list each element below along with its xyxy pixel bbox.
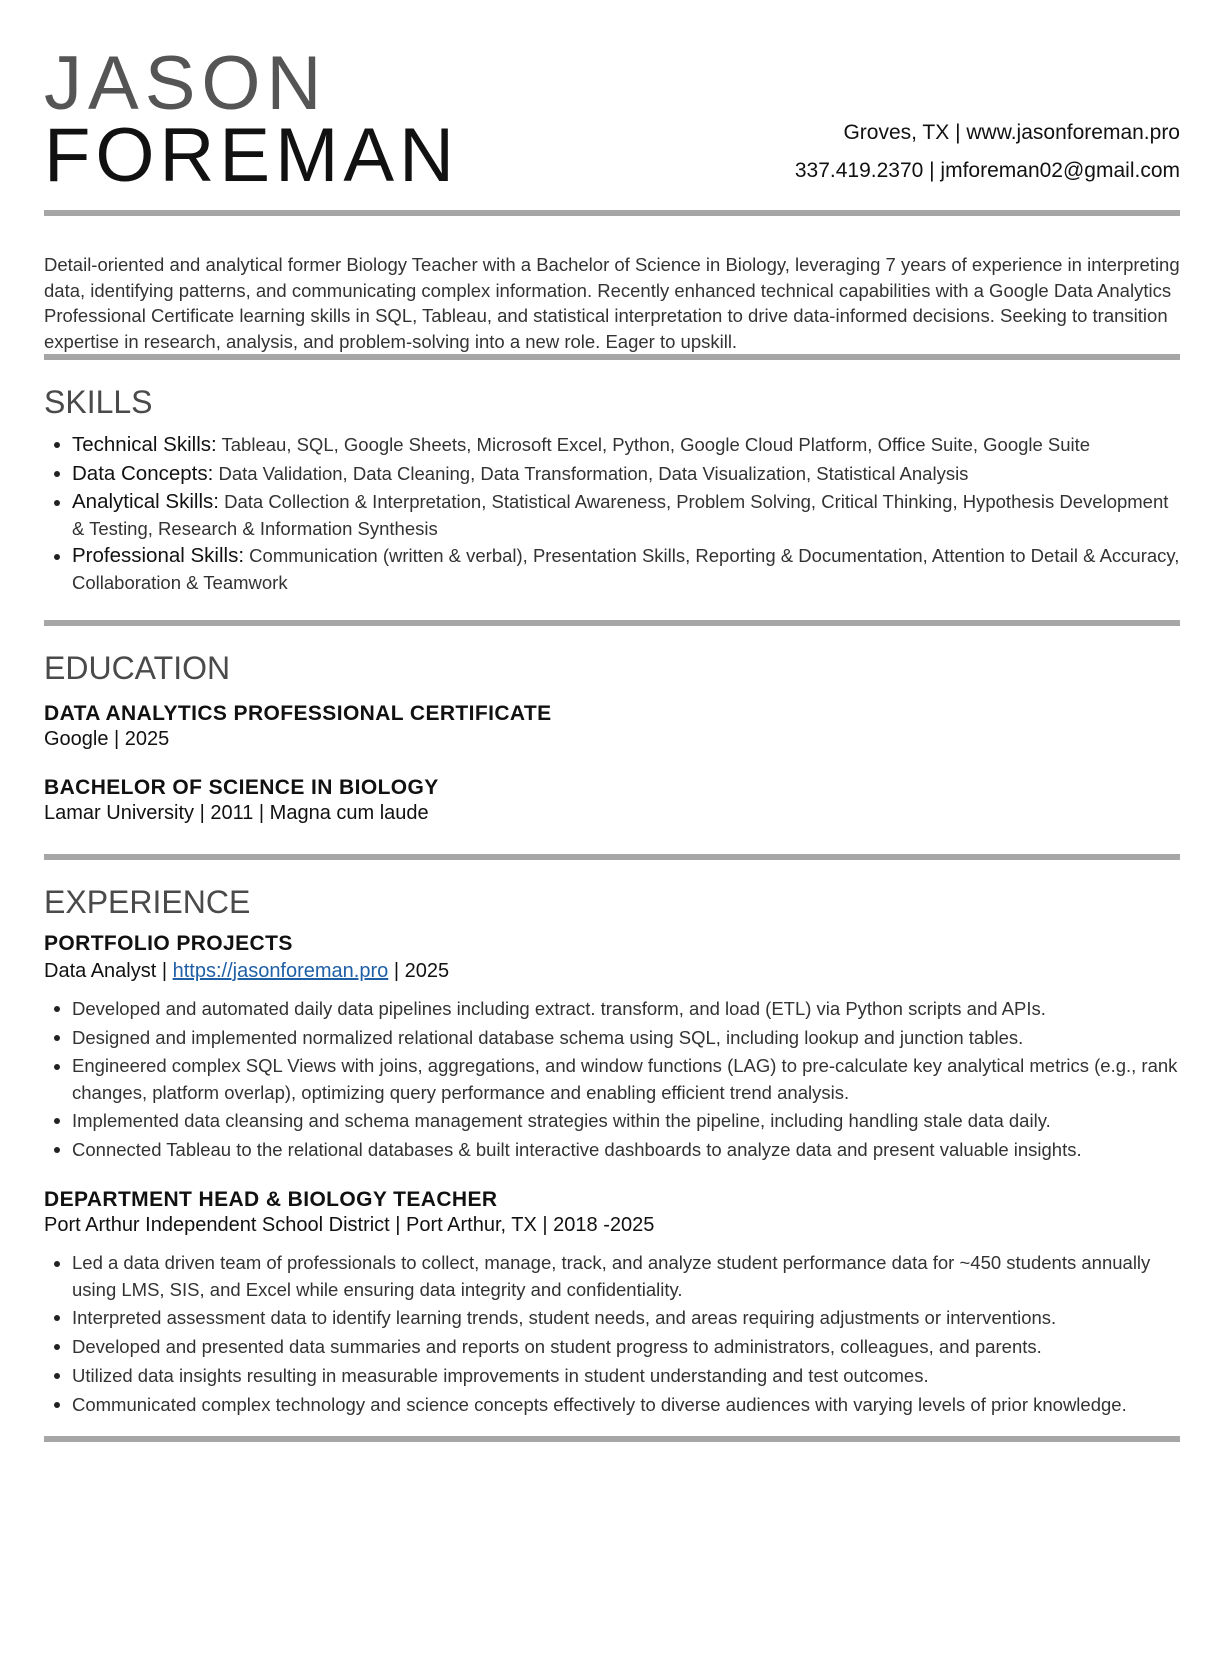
contact-block (795, 120, 1180, 196)
resume-page (44, 0, 1180, 1664)
education-detail: Google | 2025 (44, 728, 170, 750)
job-bullet: Engineered complex SQL Views with joins, aggregations, and window functions (LAG) to pre-calculate key analytical metrics (e.g., rank changes, platform overlap), optimizing query performance and enabling efficient trend analysis. (44, 1052, 1180, 1106)
education-degree: DATA ANALYTICS PROFESSIONAL CERTIFICATE (44, 702, 552, 725)
education-degree: BACHELOR OF SCIENCE IN BIOLOGY (44, 776, 439, 799)
education-detail: Lamar University | 2011 | Magna cum laude (44, 802, 429, 824)
job-year: | 2025 (388, 960, 450, 982)
divider (44, 620, 1180, 626)
job-bullet: Designed and implemented normalized relational database schema using SQL, including lookup and junction tables. (44, 1023, 1180, 1052)
job-bullet: Implemented data cleansing and schema management strategies within the pipeline, including handling stale data daily. (44, 1106, 1180, 1135)
skill-text: Communication (written & verbal), Presentation Skills, Reporting & Documentation, Attention to Detail & Accuracy, Collaboration & Teamwork (72, 545, 1180, 593)
skill-text: Tableau, SQL, Google Sheets, Microsoft Excel, Python, Google Cloud Platform, Office Suite, Google Suite (216, 434, 1091, 455)
job-bullet: Interpreted assessment data to identify learning trends, student needs, and areas requiring adjustments or interventions. (44, 1303, 1180, 1332)
job-title: PORTFOLIO PROJECTS (44, 932, 293, 955)
contact-location-website: Groves, TX | www.jasonforeman.pro (843, 121, 1180, 144)
job-bullet: Utilized data insights resulting in measurable improvements in student understanding and test outcomes. (44, 1361, 1180, 1390)
skill-text: Data Collection & Interpretation, Statistical Awareness, Problem Solving, Critical Thinking, Hypothesis Development & Testing, Research & Information Synthesis (72, 491, 1169, 539)
skills-heading: SKILLS (44, 384, 153, 420)
job-role: Data Analyst | (44, 960, 173, 982)
divider (44, 210, 1180, 216)
skill-item (44, 488, 1180, 542)
skill-item (44, 459, 1180, 488)
education-heading: EDUCATION (44, 650, 231, 686)
skills-list (44, 430, 1180, 596)
job-bullet: Communicated complex technology and science concepts effectively to diverse audiences with varying levels of prior knowledge. (44, 1390, 1180, 1419)
job-bullet: Connected Tableau to the relational databases & built interactive dashboards to analyze data and present valuable insights. (44, 1135, 1180, 1164)
first-name: JASON (44, 41, 328, 126)
job-title: DEPARTMENT HEAD & BIOLOGY TEACHER (44, 1188, 498, 1211)
divider (44, 1436, 1180, 1442)
skill-label: Technical Skills: (72, 433, 217, 456)
job-bullet: Developed and presented data summaries and reports on student progress to administrators, colleagues, and parents. (44, 1332, 1180, 1361)
job-bullet: Developed and automated daily data pipelines including extract. transform, and load (ETL) via Python scripts and APIs. (44, 994, 1180, 1023)
divider (44, 854, 1180, 860)
skill-label: Professional Skills: (72, 544, 245, 567)
job-detail: Port Arthur Independent School District | Port Arthur, TX | 2018 -2025 (44, 1214, 655, 1236)
skill-item (44, 430, 1180, 459)
skill-item (44, 542, 1180, 596)
last-name: FOREMAN (44, 113, 459, 198)
summary-paragraph: Detail-oriented and analytical former Biology Teacher with a Bachelor of Science in Biology, leveraging 7 years of experience in interpreting data, identifying patterns, and communicating complex information. Recently enhanced technical capabilities with a Google Data Analytics Professional Certificate learning skills in SQL, Tableau, and statistical interpretation to drive data-informed decisions. Seeking to transition expertise in research, analysis, and problem-solving into a new role. Eager to upskill. (44, 254, 1180, 352)
skill-label: Analytical Skills: (72, 490, 219, 513)
experience-heading: EXPERIENCE (44, 884, 251, 920)
job-bullet: Led a data driven team of professionals to collect, manage, track, and analyze student performance data for ~450 students annually using LMS, SIS, and Excel while ensuring data integrity and confidentiality. (44, 1249, 1180, 1303)
divider (44, 354, 1180, 360)
contact-phone-email: 337.419.2370 | jmforeman02@gmail.com (794, 159, 1180, 182)
skill-text: Data Validation, Data Cleaning, Data Transformation, Data Visualization, Statistical Analysis (213, 463, 969, 484)
skill-label: Data Concepts: (72, 462, 214, 485)
portfolio-link[interactable]: https://jasonforeman.pro (172, 960, 389, 982)
job-bullets (44, 994, 1180, 1164)
job-bullets (44, 1249, 1180, 1419)
job-role-line (44, 960, 449, 983)
